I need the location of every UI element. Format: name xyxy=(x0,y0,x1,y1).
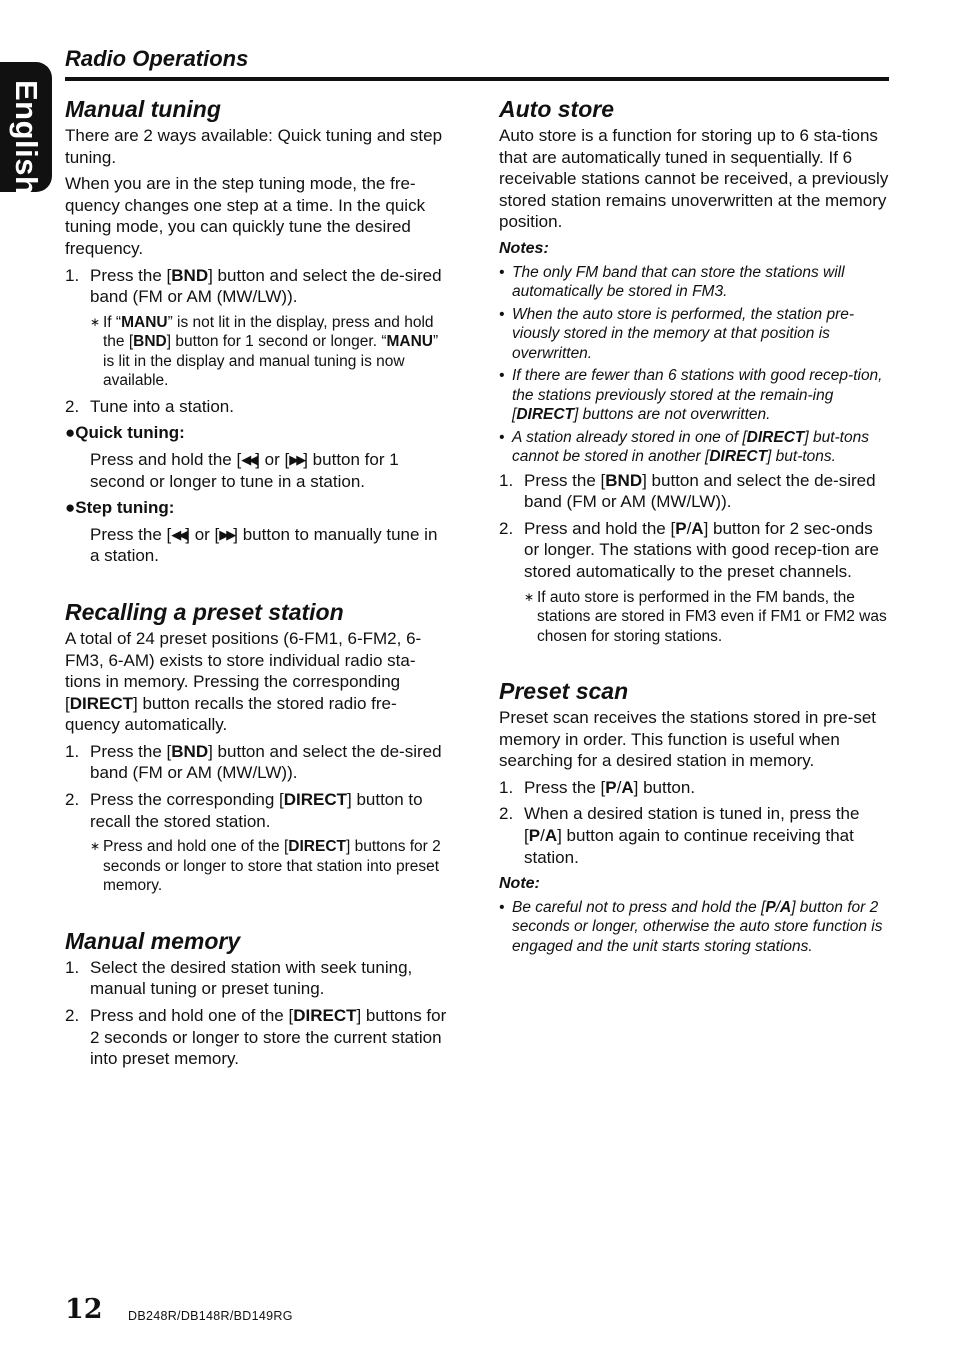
step-tuning-label: ●Step tuning: xyxy=(65,498,175,518)
step-tuning-text: Press the [◀◀] or [▶▶] button to manually tune in a station. xyxy=(90,524,438,566)
preset-note: • Be careful not to press and hold the [P/A] button for 2 seconds or longer, otherwise the auto store function is engaged and the unit starts storing stations. xyxy=(499,898,883,955)
recall-step2: 2. Press the corresponding [DIRECT] button to recall the stored station. xyxy=(65,790,423,831)
manual-tuning-title: Manual tuning xyxy=(65,96,221,122)
preset-note-title: Note: xyxy=(499,875,540,893)
auto-note-4: • A station already stored in one of [DIRECT] but-tons cannot be stored in another [DIRECT] but-tons. xyxy=(499,428,869,466)
manual-tuning-step1: 1. Press the [BND] button and select the de-sired band (FM or AM (MW/LW)). xyxy=(65,265,442,307)
preset-step1: 1. Press the [P/A] button. xyxy=(499,777,696,797)
section-header: Radio Operations xyxy=(65,46,249,71)
manual-tuning-step2: 2. Tune into a station. xyxy=(65,396,234,416)
quick-tuning-text: Press and hold the [◀◀] or [▶▶] button for 1 second or longer to tune in a station. xyxy=(90,449,399,491)
manual-memory-title: Manual memory xyxy=(65,927,241,954)
recall-star-note: ∗ Press and hold one of the [DIRECT] buttons for 2 seconds or longer to store that station into preset memory. xyxy=(90,838,441,895)
asterisk-icon: ∗ xyxy=(90,839,101,854)
auto-note-3: • If there are fewer than 6 stations with good recep-tion, the stations previously stored at the remain-ing [DIRECT] buttons are not overwritten. xyxy=(499,367,883,424)
asterisk-icon: ∗ xyxy=(90,314,101,329)
manual-tuning-p1: There are 2 ways available: Quick tuning and step tuning. xyxy=(65,126,443,167)
fast-forward-icon: ▶▶ xyxy=(219,526,234,542)
model-number: DB248R/DB148R/BD149RG xyxy=(128,1309,293,1323)
manual-tuning-star-note: ∗ If “MANU” is not lit in the display, press and hold the [BND] button for 1 second or longer. “MANU” is lit in the display and manual tuning is now available. xyxy=(90,313,439,390)
memory-step1: 1. Select the desired station with seek tuning, manual tuning or preset tuning. xyxy=(65,957,413,999)
header-rule xyxy=(65,77,889,81)
auto-step1: 1. Press the [BND] button and select the de-sired band (FM or AM (MW/LW)). xyxy=(499,470,876,512)
manual-tuning-p2: When you are in the step tuning mode, the fre-quency changes one step at a time. In the quick tuning mode, you can quickly tune the desired frequency. xyxy=(65,174,426,258)
recall-title: Recalling a preset station xyxy=(65,598,344,625)
asterisk-icon: ∗ xyxy=(524,589,535,604)
page-number: 12 xyxy=(65,1294,103,1325)
auto-note-1: • The only FM band that can store the stations will automatically be stored in FM3. xyxy=(499,263,845,301)
fast-forward-icon: ▶▶ xyxy=(289,451,304,467)
preset-scan-p1: Preset scan receives the stations stored in pre-set memory in order. This function is useful when searching for a desired station in memory. xyxy=(499,708,877,771)
recall-p1: A total of 24 preset positions (6-FM1, 6-FM2, 6-FM3, 6-AM) exists to store individual radio sta-tions in memory. Pressing the corresponding [DIRECT] button recalls the stored radio fre-quency automatically. xyxy=(65,628,422,735)
memory-step2: 2. Press and hold one of the [DIRECT] buttons for 2 seconds or longer to store the current station into preset memory. xyxy=(65,1005,447,1069)
auto-star-note: ∗ If auto store is performed in the FM bands, the stations are stored in FM3 even if FM1 or FM2 was chosen for storing stations. xyxy=(524,588,887,645)
preset-step2: 2. When a desired station is tuned in, press the [P/A] button again to continue receiving that station. xyxy=(499,804,860,867)
rewind-icon: ◀◀ xyxy=(241,451,256,467)
auto-step2: 2. Press and hold the [P/A] button for 2 sec-onds or longer. The stations with good recep-tion are stored automatically to the preset channels. xyxy=(499,518,880,581)
recall-step1: 1. Press the [BND] button and select the de-sired band (FM or AM (MW/LW)). xyxy=(65,741,442,783)
auto-store-p1: Auto store is a function for storing up to 6 sta-tions that are automatically tuned in sequentially. If 6 receivable stations cannot be received, a previously stored station remains unoverwritten at the memory position. xyxy=(499,126,889,232)
language-tab xyxy=(0,62,52,196)
right-column xyxy=(499,95,889,959)
quick-tuning-label: ●Quick tuning: xyxy=(65,423,185,443)
auto-store-title: Auto store xyxy=(499,96,614,122)
auto-note-2: • When the auto store is performed, the station pre-viously stored in the memory at that position is overwritten. xyxy=(499,305,855,362)
preset-scan-title: Preset scan xyxy=(499,678,629,705)
rewind-icon: ◀◀ xyxy=(171,526,186,542)
left-column xyxy=(65,95,449,1075)
auto-notes-title: Notes: xyxy=(499,239,549,257)
language-tab-label: English xyxy=(9,80,44,196)
